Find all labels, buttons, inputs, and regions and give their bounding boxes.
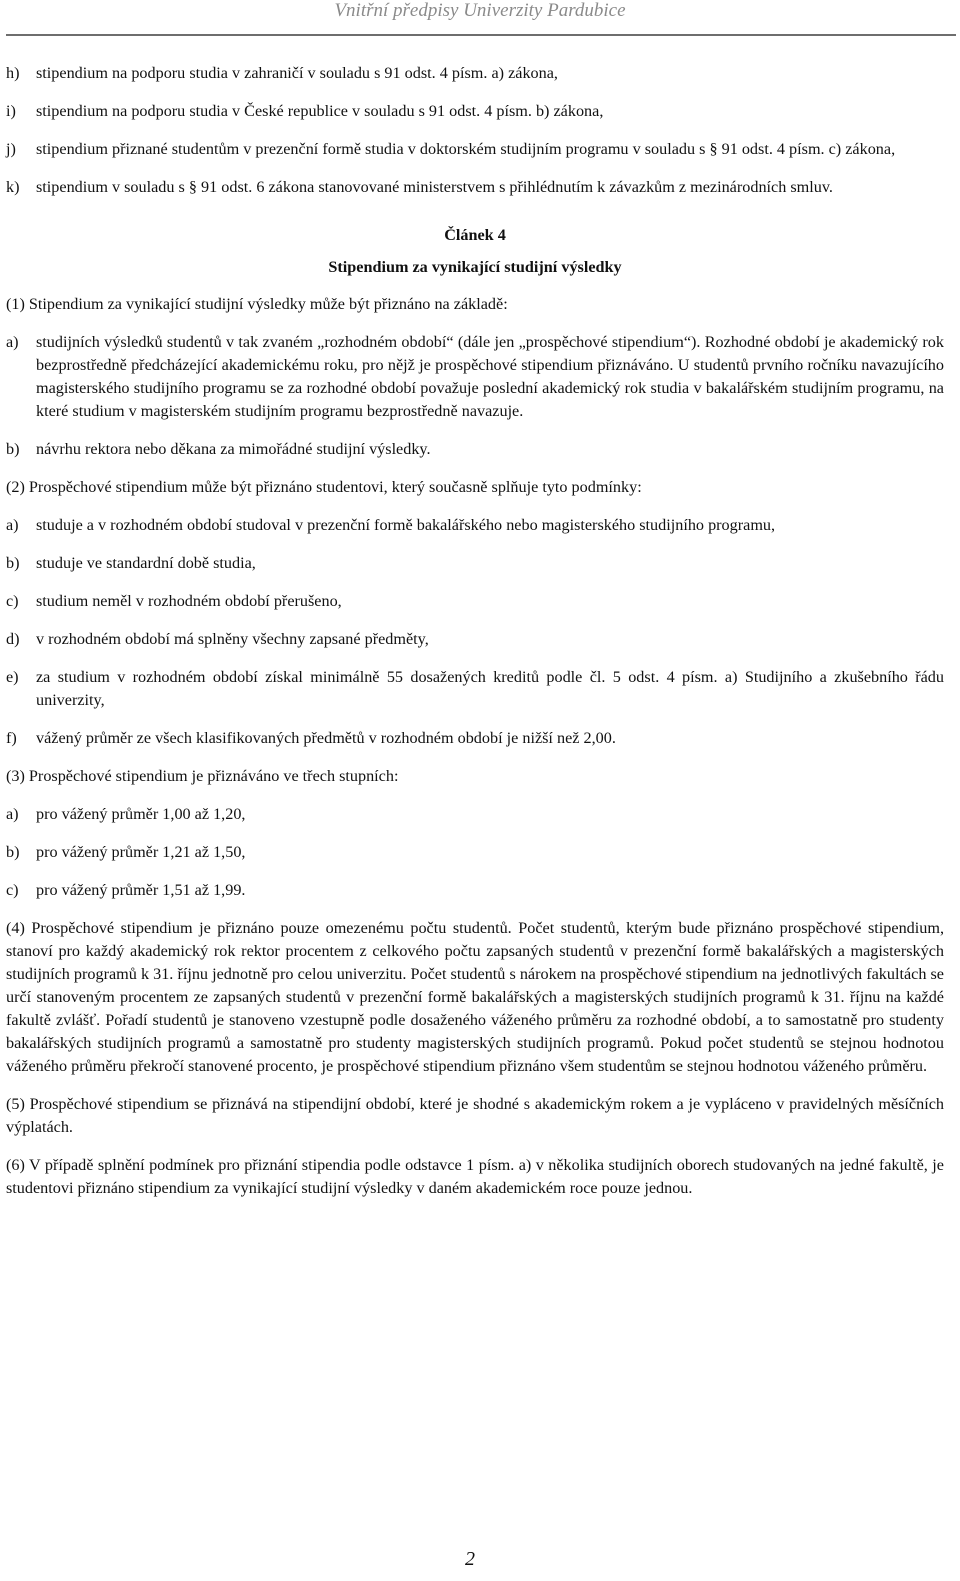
- section-lead: (3) Prospěchové stipendium je přiznáváno ve třech stupních:: [6, 767, 399, 785]
- section-6-paragraph: (6) V případě splnění podmínek pro přiznání stipendia podle odstavce 1 písm. a) v několika studijních oborech studovaných na jedné fakultě, je studentovi přiznáno stipendium za vynikající studijní výsledky v daném akademickém roce pouze jednou.: [6, 1156, 944, 1197]
- list-text: studium neměl v rozhodném období přerušeno,: [36, 592, 342, 610]
- list-item: [6, 62, 944, 85]
- section-4-paragraph: (4) Prospěchové stipendium je přiznáno pouze omezenému počtu studentů. Počet studentů, kterým bude přiznáno prospěchové stipendium, stanoví pro každý akademický rok rektor procentem z celkového počtu zapsaných studentů v prezenční formě bakalářských a magisterských studijních programů k 31. říjnu jednotně pro celou univerzitu. Počet studentů s nárokem na prospěchové stipendium na jednotlivých fakultách se určí stanoveným procentem ze zapsaných studentů v prezenční formě bakalářských a magisterských studijních programů k 31. říjnu na každé fakultě zvlášť. Pořadí studentů je stanoveno vzestupně podle dosaženého váženého průměru za rozhodné období, a to samostatně pro studenty bakalářských studijních programů a samostatně pro studenty magisterských studijních programů. Pokud počet studentů se stejnou hodnotou váženého průměru překročí stanovené procento, je prospěchové stipendium přiznáno všem studentům se stejnou hodnotou váženého průměru.: [6, 919, 944, 1075]
- list-marker: f): [6, 729, 17, 747]
- list-text: vážený průměr ze všech klasifikovaných předmětů v rozhodném období je nižší než 2,00.: [36, 729, 616, 747]
- list-marker: b): [6, 843, 20, 861]
- list-marker: a): [6, 805, 19, 823]
- list-text: pro vážený průměr 1,00 až 1,20,: [36, 805, 246, 823]
- section-lead: (2) Prospěchové stipendium může být přiznáno studentovi, který současně splňuje tyto podmínky:: [6, 478, 642, 496]
- list-text: studuje ve standardní době studia,: [36, 554, 256, 572]
- section-2: [6, 476, 944, 750]
- document-body: [6, 62, 944, 1215]
- list-text: v rozhodném období má splněny všechny zapsané předměty,: [36, 630, 429, 648]
- list-item: [6, 590, 944, 613]
- list-marker: a): [6, 516, 19, 534]
- list-item: [6, 176, 944, 199]
- header-divider: [6, 34, 956, 36]
- list-marker: a): [6, 333, 19, 351]
- list-text: studijních výsledků studentů v tak zvaném „rozhodném období“ (dále jen „prospěchové stipendium“). Rozhodné období je akademický rok bezprostředně předcházející akademickému roku, pro nějž je prospěchové stipendium přiznáváno. U studentů prvního ročníku navazujícího magisterského studijního programu se za rozhodné období považuje poslední akademický rok studia v bakalářském studijním programu, na které studium v magisterském studijním programu bezprostředně navazuje.: [36, 333, 944, 420]
- list-item: [6, 438, 944, 461]
- list-text: stipendium v souladu s § 91 odst. 6 zákona stanovované ministerstvem s přihlédnutím k závazkům z mezinárodních smluv.: [36, 178, 833, 196]
- article-number: Článek 4: [444, 226, 506, 244]
- list-text: stipendium přiznané studentům v prezenční formě studia v doktorském studijním programu v souladu s § 91 odst. 4 písm. c) zákona,: [36, 140, 896, 158]
- list-marker: c): [6, 881, 19, 899]
- list-text: pro vážený průměr 1,21 až 1,50,: [36, 843, 246, 861]
- running-header-title: Vnitřní předpisy Univerzity Pardubice: [334, 0, 626, 21]
- list-marker: h): [6, 64, 20, 82]
- list-marker: c): [6, 592, 19, 610]
- article-heading: [6, 219, 944, 283]
- section-3: [6, 765, 944, 902]
- list-marker: k): [6, 178, 20, 196]
- article-title: Stipendium za vynikající studijní výsledky: [328, 258, 622, 276]
- running-header: [0, 0, 960, 34]
- list-item: [6, 803, 944, 826]
- list-item: [6, 879, 944, 902]
- list-item: [6, 727, 944, 750]
- page-number: 2: [465, 1548, 475, 1570]
- list-item: [6, 666, 944, 712]
- list-item: [6, 628, 944, 651]
- list-item: [6, 100, 944, 123]
- list-marker: b): [6, 554, 20, 572]
- list-text: stipendium na podporu studia v zahraničí v souladu s 91 odst. 4 písm. a) zákona,: [36, 64, 558, 82]
- list-marker: i): [6, 102, 16, 120]
- list-item: [6, 514, 944, 537]
- list-text: stipendium na podporu studia v České republice v souladu s 91 odst. 4 písm. b) zákona,: [36, 102, 604, 120]
- list-item: [6, 552, 944, 575]
- list-item: [6, 331, 944, 423]
- section-5-paragraph: (5) Prospěchové stipendium se přiznává na stipendijní období, které je shodné s akademickým rokem a je vypláceno v pravidelných měsíčních výplatách.: [6, 1095, 944, 1136]
- list-item: [6, 138, 944, 161]
- list-top: [6, 62, 944, 199]
- list-marker: d): [6, 630, 20, 648]
- list-text: návrhu rektora nebo děkana za mimořádné studijní výsledky.: [36, 440, 431, 458]
- list-text: pro vážený průměr 1,51 až 1,99.: [36, 881, 246, 899]
- section-1: [6, 293, 944, 461]
- list-marker: j): [6, 140, 16, 158]
- list-text: studuje a v rozhodném období studoval v prezenční formě bakalářského nebo magisterského studijního programu,: [36, 516, 776, 534]
- section-lead: (1) Stipendium za vynikající studijní výsledky může být přiznáno na základě:: [6, 295, 508, 313]
- list-marker: b): [6, 440, 20, 458]
- list-marker: e): [6, 668, 19, 686]
- list-item: [6, 841, 944, 864]
- list-text: za studium v rozhodném období získal minimálně 55 dosažených kreditů podle čl. 5 odst. 4 písm. a) Studijního a zkušebního řádu univerzity,: [36, 668, 944, 709]
